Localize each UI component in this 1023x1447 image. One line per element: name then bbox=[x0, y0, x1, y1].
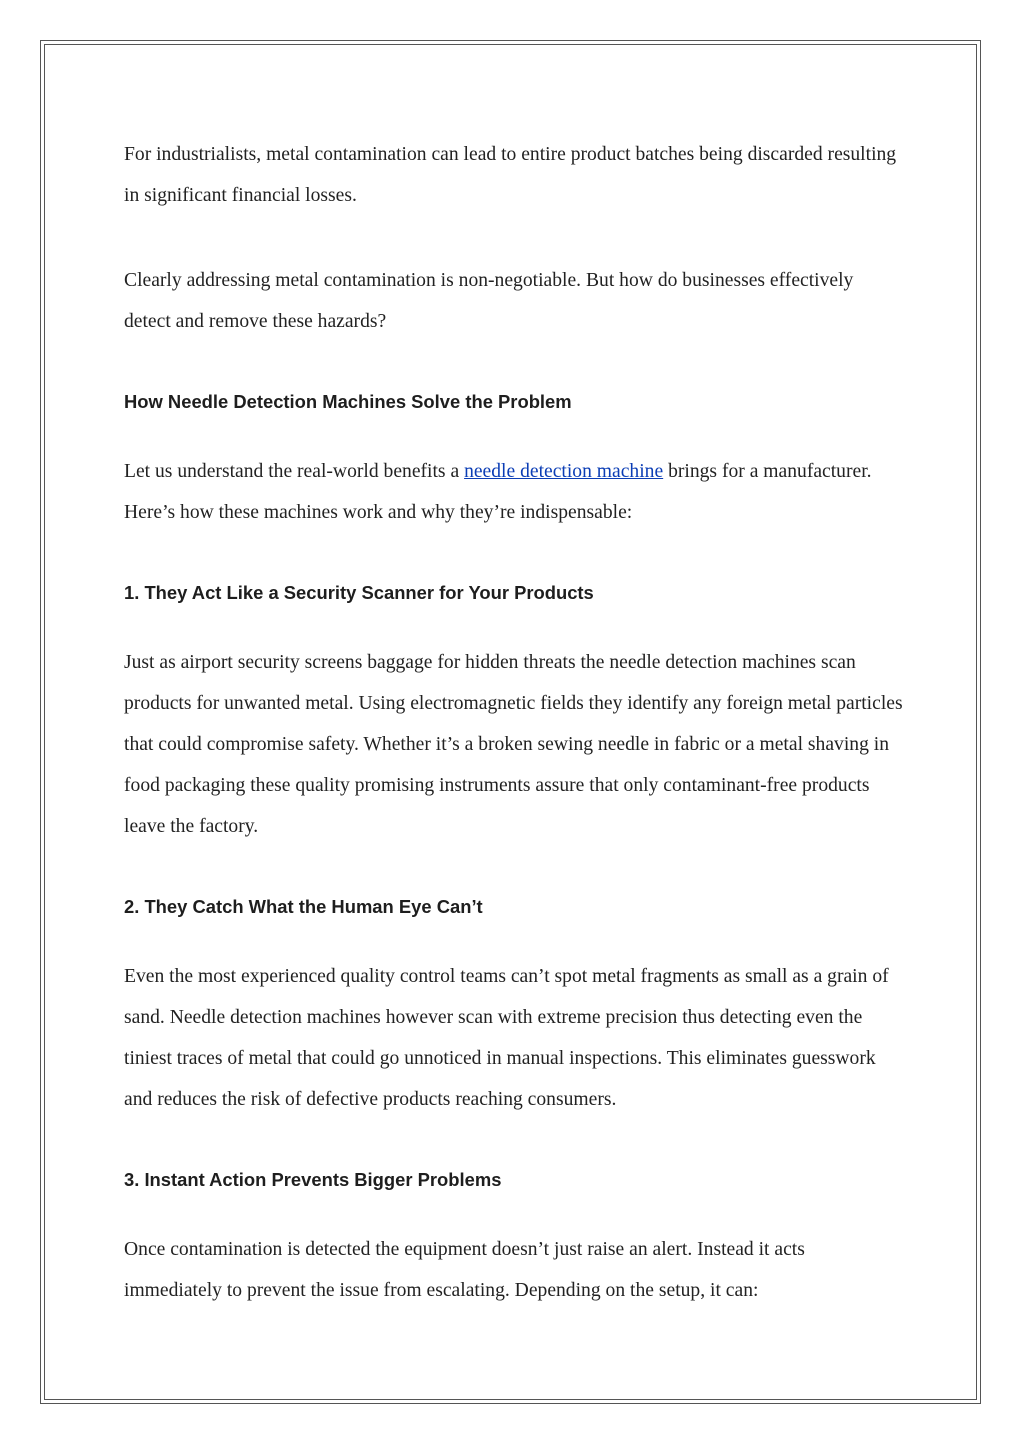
heading-instant-action: 3. Instant Action Prevents Bigger Problems bbox=[124, 1169, 502, 1190]
paragraph-instant-action: Once contamination is detected the equipment doesn’t just raise an alert. Instead it acts immediately to prevent the issue from escalating. Depending on the setup, it can: bbox=[124, 1239, 805, 1301]
heading-human-eye: 2. They Catch What the Human Eye Can’t bbox=[124, 896, 483, 917]
paragraph-benefits-intro-end: brings for a manufacturer. Here’s how these machines work and why they’re indispensable: bbox=[124, 461, 872, 523]
paragraph-security-scanner: Just as airport security screens baggage for hidden threats the needle detection machines scan products for unwanted metal. Using electromagnetic fields they identify any foreign metal particles that could compromise safety. Whether it’s a broken sewing needle in fabric or a metal shaving in food packaging these quality promising instruments assure that only contaminant-free products leave the factory. bbox=[124, 652, 903, 837]
paragraph-non-negotiable: Clearly addressing metal contamination is non-negotiable. But how do businesses effectively detect and remove these hazards? bbox=[124, 270, 854, 332]
needle-detection-machine-link[interactable]: needle detection machine bbox=[464, 461, 664, 482]
heading-security-scanner: 1. They Act Like a Security Scanner for Your Products bbox=[124, 582, 594, 603]
paragraph-benefits-intro bbox=[124, 451, 904, 533]
heading-how-machines-solve: How Needle Detection Machines Solve the Problem bbox=[124, 391, 572, 412]
paragraph-benefits-intro-start: Let us understand the real-world benefits a bbox=[124, 461, 465, 482]
paragraph-contamination-losses: For industrialists, metal contamination can lead to entire product batches being discarded resulting in significant financial losses. bbox=[124, 144, 897, 206]
document-body bbox=[124, 134, 904, 1311]
paragraph-human-eye: Even the most experienced quality control teams can’t spot metal fragments as small as a grain of sand. Needle detection machines however scan with extreme precision thus detecting even the tiniest traces of metal that could go unnoticed in manual inspections. This eliminates guesswork and reduces the risk of defective products reaching consumers. bbox=[124, 966, 889, 1110]
